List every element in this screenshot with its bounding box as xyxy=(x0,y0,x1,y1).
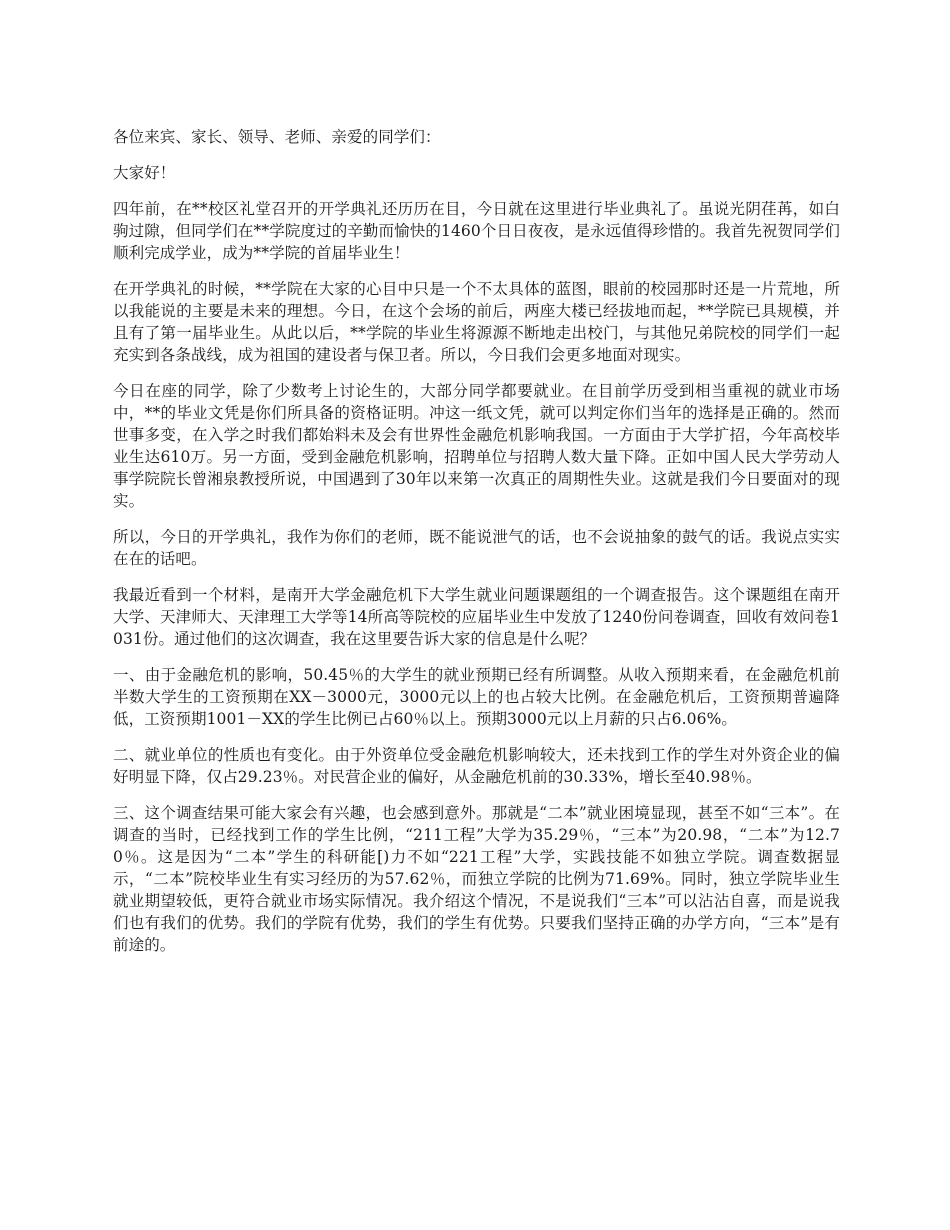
paragraph: 四年前，在**校区礼堂召开的开学典礼还历历在目，今日就在这里进行毕业典礼了。虽说光阴荏苒，如白驹过隙，但同学们在**学院度过的辛勤而愉快的1460个日日夜夜，是永远值得珍惜的。我首先祝贺同学们顺利完成学业，成为**学院的首届毕业生！ xyxy=(113,200,840,262)
document-body xyxy=(113,126,840,970)
paragraph: 在开学典礼的时候，**学院在大家的心目中只是一个不太具体的蓝图，眼前的校园那时还是一片荒地，所以我能说的主要是未来的理想。今日，在这个会场的前后，两座大楼已经拔地而起，**学院已具规模，并且有了第一届毕业生。从此以后，**学院的毕业生将源源不断地走出校门，与其他兄弟院校的同学们一起充实到各条战线，成为祖国的建设者与保卫者。所以，今日我们会更多地面对现实。 xyxy=(113,280,840,364)
paragraph: 今日在座的同学，除了少数考上讨论生的，大部分同学都要就业。在目前学历受到相当重视的就业市场中，**的毕业文凭是你们所具备的资格证明。冲这一纸文凭，就可以判定你们当年的选择是正确的。然而世事多变，在入学之时我们都始料未及会有世界性金融危机影响我国。一方面由于大学扩招，今年高校毕业生达610万。另一方面，受到金融危机影响，招聘单位与招聘人数大量下降。正如中国人民大学劳动人事学院院长曾湘泉教授所说，中国遇到了30年以来第一次真正的周期性失业。这就是我们今日要面对的现实。 xyxy=(113,382,840,510)
survey-point-3: 三、这个调查结果可能大家会有兴趣，也会感到意外。那就是“二本”就业困境显现，甚至不如“三本”。在调查的当时，已经找到工作的学生比例，“211工程”大学为35.29％，“三本”为20.98，“二本”为12.70％。这是因为“二本”学生的科研能[)力不如“221工程”大学，实践技能不如独立学院。调查数据显示，“二本”院校毕业生有实习经历的为57.62％，而独立学院的比例为71.69%。同时，独立学院毕业生就业期望较低，更符合就业市场实际情况。我介绍这个情况，不是说我们“三本”可以沾沾自喜，而是说我们也有我们的优势。我们的学院有优势，我们的学生有优势。只要我们坚持正确的办学方向，“三本”是有前途的。 xyxy=(113,804,840,954)
paragraph: 所以，今日的开学典礼，我作为你们的老师，既不能说泄气的话，也不会说抽象的鼓气的话。我说点实实在在的话吧。 xyxy=(113,528,840,568)
survey-point-2: 二、就业单位的性质也有变化。由于外资单位受金融危机影响较大，还未找到工作的学生对外资企业的偏好明显下降，仅占29.23％。对民营企业的偏好，从金融危机前的30.33%，增长至40.98％。 xyxy=(113,746,840,786)
survey-point-1: 一、由于金融危机的影响，50.45％的大学生的就业预期已经有所调整。从收入预期来看，在金融危机前半数大学生的工资预期在XX－3000元，3000元以上的也占较大比例。在金融危机后，工资预期普遍降低，工资预期1001－XX的学生比例已占60％以上。预期3000元以上月薪的只占6.06%。 xyxy=(113,666,840,728)
salutation: 各位来宾、家长、领导、老师、亲爱的同学们： xyxy=(113,128,441,146)
greeting: 大家好！ xyxy=(113,164,176,182)
paragraph: 我最近看到一个材料，是南开大学金融危机下大学生就业问题课题组的一个调查报告。这个课题组在南开大学、天津师大、天津理工大学等14所高等院校的应届毕业生中发放了1240份问卷调查，回收有效问卷1031份。通过他们的这次调查，我在这里要告诉大家的信息是什么呢？ xyxy=(113,586,840,648)
